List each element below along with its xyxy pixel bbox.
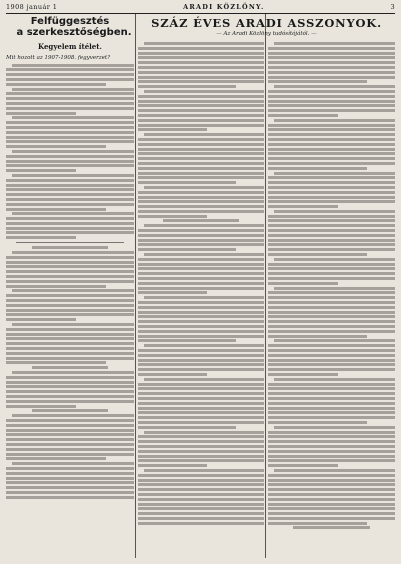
column-rule-2 bbox=[265, 14, 266, 558]
left-column bbox=[6, 14, 134, 560]
article-headline: SZÁZ ÉVES ARADI ASSZONYOK. bbox=[151, 16, 382, 30]
masthead bbox=[6, 2, 395, 12]
left-column-heading bbox=[6, 16, 134, 38]
left-sub-caption: Mit hozott az 1907-1908. fegyverzet? bbox=[6, 55, 111, 61]
right-body-text bbox=[268, 42, 395, 529]
masthead-title: ARADI KÖZLÖNY. bbox=[183, 3, 265, 11]
masthead-left: 1908 január 1 bbox=[6, 3, 58, 11]
right-column bbox=[268, 40, 395, 560]
article-byline: — Az Aradi Közlöny tudósítójától. — bbox=[216, 31, 317, 37]
heading-line-2: a szerkesztőségben. bbox=[16, 27, 132, 38]
left-body-text bbox=[6, 64, 134, 499]
column-rule-1 bbox=[135, 14, 136, 558]
left-subheading: Kegyelem ítélet. bbox=[38, 42, 102, 51]
heading-line-1: Felfüggesztés bbox=[30, 16, 110, 27]
middle-body-text bbox=[138, 42, 264, 525]
middle-column bbox=[138, 40, 264, 560]
page-number: 3 bbox=[390, 3, 395, 11]
